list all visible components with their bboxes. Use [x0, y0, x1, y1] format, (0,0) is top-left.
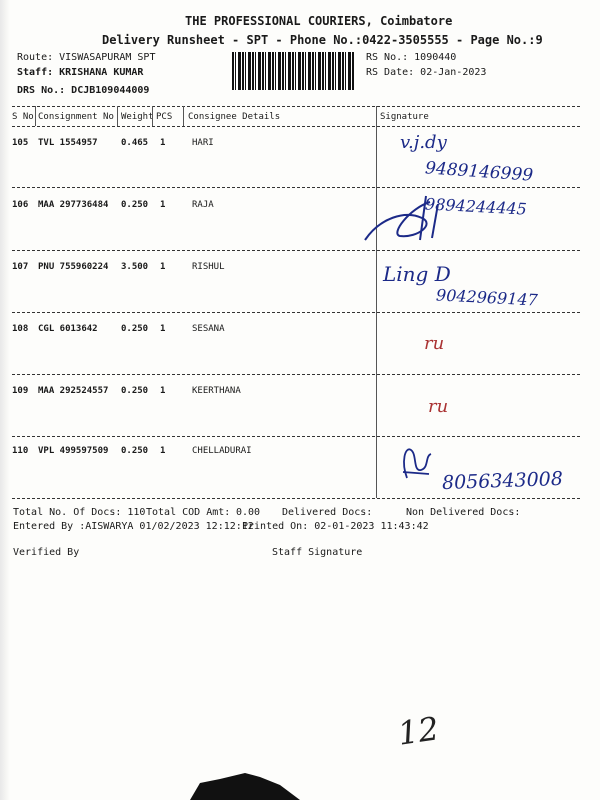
col-consignee: Consignee Details — [188, 112, 281, 122]
total-cod-label: Total COD Amt: — [146, 507, 231, 518]
row-pcs: 1 — [160, 324, 166, 334]
row-consignee: RAJA — [192, 200, 214, 210]
row-rule — [12, 312, 580, 313]
row-sno: 110 — [12, 446, 29, 456]
row-consignment: PNU 755960224 — [38, 262, 109, 272]
row-consignment: VPL 499597509 — [38, 446, 109, 456]
col-divider — [35, 106, 36, 126]
row-rule — [12, 250, 580, 251]
row-pcs: 1 — [160, 200, 166, 210]
row-sno: 107 — [12, 262, 29, 272]
row-consignee: CHELLADURAI — [192, 446, 252, 456]
runsheet-subtitle: Delivery Runsheet - SPT - Phone No.:0422-3505555 - Page No.:9 — [102, 33, 543, 47]
table-header-rule — [12, 126, 580, 127]
row-pcs: 1 — [160, 138, 166, 148]
col-divider — [152, 106, 153, 126]
rs-number: RS No.: 1090440 — [366, 52, 457, 63]
row-rule — [12, 436, 580, 437]
row-sno: 109 — [12, 386, 29, 396]
row-weight: 3.500 — [121, 262, 149, 272]
row-sno: 105 — [12, 138, 29, 148]
handwritten-initials: ru — [428, 396, 449, 417]
barcode-image — [232, 52, 354, 90]
table-top-rule — [12, 106, 580, 107]
row-consignee: SESANA — [192, 324, 225, 334]
handwritten-signature: Ling D — [383, 262, 451, 286]
row-sno: 108 — [12, 324, 29, 334]
delivered-docs: Delivered Docs: — [282, 507, 373, 518]
staff-signature-label: Staff Signature — [272, 547, 363, 558]
row-weight: 0.250 — [121, 324, 149, 334]
row-consignment: MAA 292524557 — [38, 386, 109, 396]
col-divider — [117, 106, 118, 126]
row-consignment: MAA 297736484 — [38, 200, 109, 210]
row-rule — [12, 374, 580, 375]
row-weight: 0.465 — [121, 138, 149, 148]
row-weight: 0.250 — [121, 200, 149, 210]
col-consignment: Consignment No — [38, 112, 114, 122]
col-weight: Weight — [121, 112, 154, 122]
col-pcs: PCS — [156, 112, 173, 122]
handwritten-page-mark: 12 — [395, 709, 442, 753]
handwritten-phone: 8056343008 — [441, 467, 564, 495]
row-consignee: RISHUL — [192, 262, 225, 272]
row-weight: 0.250 — [121, 446, 149, 456]
route-label: Route: VISWASAPURAM SPT — [17, 52, 156, 63]
non-delivered-docs: Non Delivered Docs: — [406, 507, 521, 518]
col-divider — [183, 106, 184, 126]
handwritten-signature: v.j.dy — [400, 132, 447, 153]
verified-by: Verified By — [13, 547, 80, 558]
row-pcs: 1 — [160, 262, 166, 272]
company-title: THE PROFESSIONAL COURIERS, Coimbatore — [185, 14, 453, 28]
row-sno: 106 — [12, 200, 29, 210]
col-sno: S No — [12, 112, 34, 122]
signature-scribble-icon — [360, 188, 470, 248]
drs-number: DRS No.: DCJB109044009 — [17, 85, 150, 96]
handwritten-initials: ru — [424, 333, 445, 354]
row-rule — [12, 187, 580, 188]
row-consignment: TVL 1554957 — [38, 138, 98, 148]
col-signature: Signature — [380, 112, 429, 122]
table-bottom-rule — [12, 498, 580, 499]
row-consignee: KEERTHANA — [192, 386, 241, 396]
handwritten-phone: 9489146999 — [424, 158, 534, 186]
entered-by: Entered By :AISWARYA 01/02/2023 12:12:12 — [13, 521, 254, 532]
signature-scribble-icon — [395, 442, 435, 482]
total-docs: Total No. Of Docs: 110 — [13, 507, 146, 518]
row-pcs: 1 — [160, 446, 166, 456]
handwritten-phone: 9894244445 — [424, 194, 528, 219]
printed-on: Printed On: 02-01-2023 11:43:42 — [242, 521, 429, 532]
scan-edge-shadow — [0, 0, 10, 800]
row-weight: 0.250 — [121, 386, 149, 396]
rs-date: RS Date: 02-Jan-2023 — [366, 67, 487, 78]
row-consignee: HARI — [192, 138, 214, 148]
row-consignment: CGL 6013642 — [38, 324, 98, 334]
staff-label: Staff: KRISHANA KUMAR — [17, 67, 144, 78]
total-cod-value: 0.00 — [236, 507, 261, 518]
signature-col-divider — [376, 106, 377, 498]
torn-paper-shadow — [190, 755, 300, 800]
row-pcs: 1 — [160, 386, 166, 396]
handwritten-phone: 9042969147 — [435, 285, 539, 310]
